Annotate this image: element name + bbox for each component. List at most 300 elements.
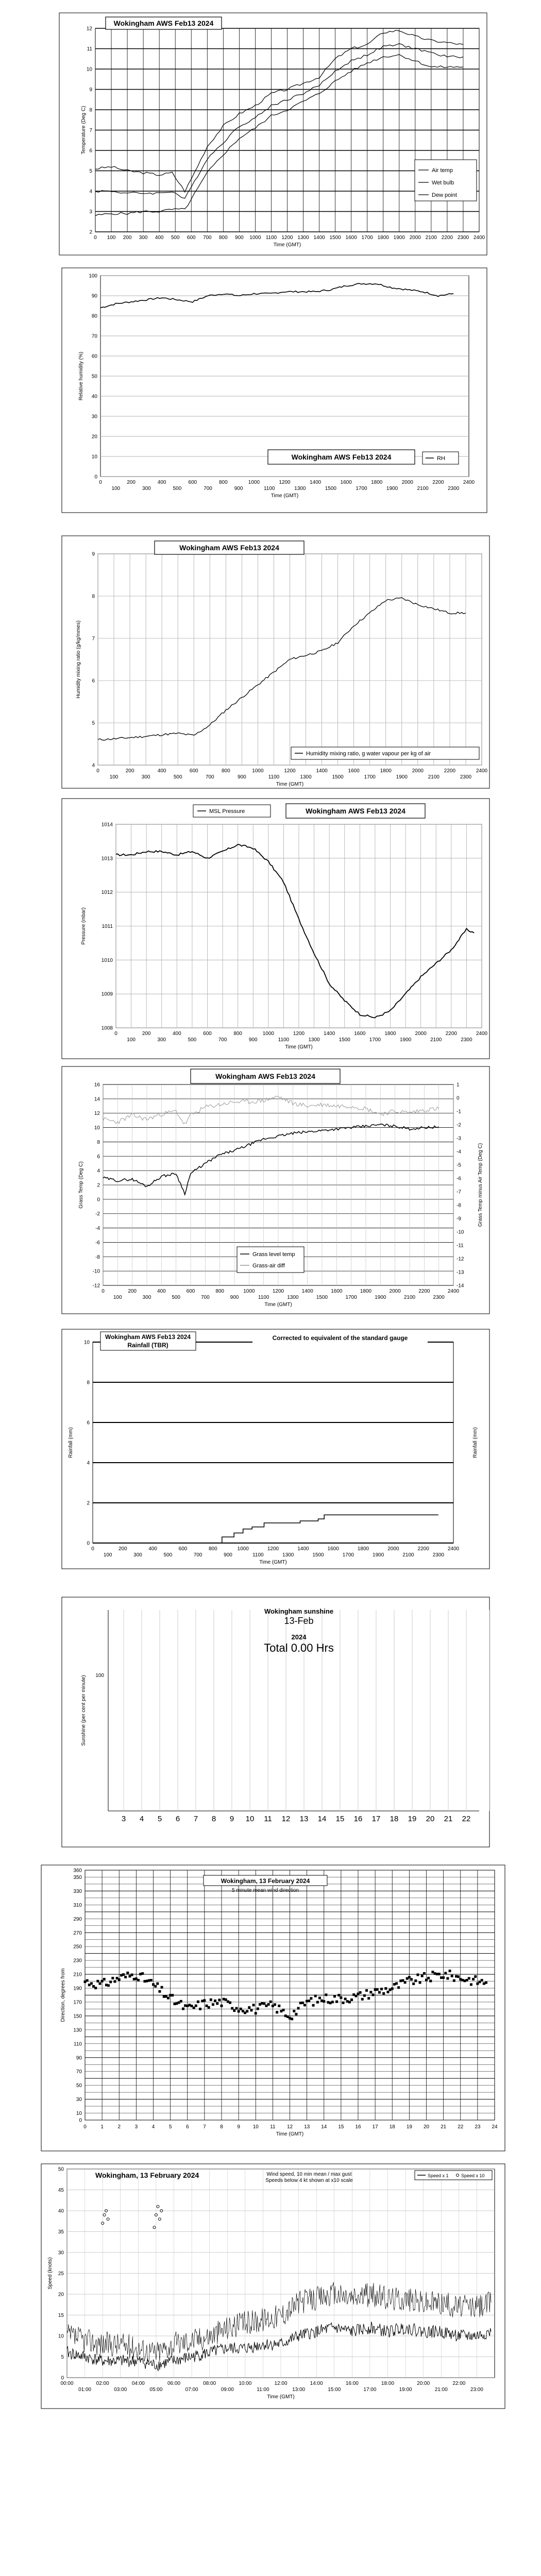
x-tick-label: 1900: [399, 1037, 412, 1043]
y-tick-label: 100: [89, 273, 97, 279]
direction-point: [158, 1990, 161, 1993]
x-tick-label: 800: [233, 1031, 243, 1037]
x-tick-label: 1800: [371, 480, 383, 485]
y-tick-label: 40: [91, 394, 97, 400]
direction-point: [395, 1982, 398, 1985]
direction-point: [363, 1994, 366, 1997]
x-tick-label: 100: [107, 235, 116, 241]
x-tick-label: 400: [157, 1289, 166, 1294]
direction-point: [203, 1999, 206, 2002]
direction-point: [156, 1982, 159, 1985]
x-tick-label: 200: [125, 768, 134, 774]
direction-point: [429, 1980, 432, 1982]
y-tick-label: 150: [73, 2013, 82, 2020]
direction-point: [118, 1978, 121, 1981]
x-tick-label: 9: [229, 1815, 234, 1823]
mixing-ratio-chart-svg: [0, 531, 541, 791]
y-axis-label: Speed (knots): [47, 2257, 53, 2290]
direction-point: [252, 2004, 255, 2006]
y-tick-label: 14: [94, 1096, 100, 1103]
x-tick-label: 13: [304, 2124, 310, 2130]
x-tick-label: 16: [353, 1815, 363, 1823]
x-tick-label: 1400: [313, 235, 325, 241]
direction-point: [248, 2006, 250, 2009]
x-tick-label: 1800: [357, 1546, 369, 1552]
chart-date: 13-Feb: [284, 1616, 314, 1626]
x-tick-label: 1400: [309, 480, 322, 485]
y-tick-label: 16: [94, 1082, 100, 1088]
x-tick-label: 2300: [433, 1295, 445, 1300]
direction-point: [308, 1999, 310, 2002]
direction-point: [210, 1998, 212, 2001]
direction-point: [350, 1998, 353, 2001]
y-axis-label: Relative humidity (%): [78, 351, 84, 401]
direction-point: [90, 1982, 93, 1985]
y-tick-label: 8: [89, 107, 92, 113]
x-tick-label: 1300: [294, 486, 306, 492]
x-tick-label: 1100: [263, 486, 275, 492]
x-tick-label: 0: [99, 480, 102, 485]
direction-point: [314, 1995, 317, 1997]
direction-point: [154, 1985, 157, 1988]
x-tick-label: 1300: [282, 1552, 294, 1558]
y-right-tick-label: -1: [457, 1109, 461, 1115]
x-tick-label: 2200: [432, 480, 444, 485]
x-tick-label: 1000: [243, 1289, 255, 1294]
direction-point: [397, 1986, 400, 1989]
direction-point: [238, 2010, 240, 2012]
x-tick-label: 1800: [380, 768, 392, 774]
y-tick-label: 310: [73, 1902, 82, 1908]
x-tick-label: 12: [286, 2124, 293, 2130]
x-tick-label: 600: [186, 1289, 195, 1294]
x-tick-label: 19: [408, 1815, 417, 1823]
x-tick-label: 200: [142, 1031, 151, 1037]
x-tick-label: 2000: [415, 1031, 427, 1037]
x-tick-label: 200: [128, 1289, 137, 1294]
x-tick-label: 9: [237, 2124, 240, 2130]
direction-point: [109, 1980, 112, 1983]
direction-point: [470, 1983, 472, 1986]
direction-point: [111, 1977, 114, 1979]
legend-label: Speed x 1: [428, 2173, 449, 2178]
direction-point: [337, 1994, 340, 1996]
y-tick-label: 350: [73, 1874, 82, 1880]
x-tick-label: 2100: [417, 486, 429, 492]
x-tick-label: 1700: [356, 486, 367, 492]
legend-label: Grass level temp: [252, 1251, 295, 1258]
direction-point: [404, 1981, 407, 1984]
y-tick-label: 70: [91, 333, 97, 340]
direction-point: [182, 2008, 184, 2010]
x-tick-label: 1300: [297, 235, 309, 241]
direction-point: [257, 2007, 259, 2010]
x-tick-label: 03:00: [114, 2387, 127, 2393]
x-tick-label: 1600: [331, 1289, 343, 1294]
x-tick-label: 6: [185, 2124, 189, 2130]
x-tick-label: 2200: [417, 1546, 429, 1552]
x-tick-label: 600: [188, 480, 197, 485]
direction-point: [369, 1991, 372, 1993]
x-tick-label: 4: [151, 2124, 155, 2130]
x-tick-label: 2100: [403, 1295, 416, 1300]
x-tick-label: 2300: [461, 1037, 472, 1043]
wind-direction-chart-svg: [0, 1862, 541, 2156]
x-tick-label: 11:00: [257, 2387, 269, 2393]
x-tick-label: 14: [317, 1815, 327, 1823]
x-tick-label: 10: [245, 1815, 255, 1823]
x-tick-label: 22:00: [452, 2381, 466, 2386]
y-tick-label: 10: [94, 1125, 100, 1131]
x-tick-label: 8: [211, 1815, 216, 1823]
chart-title: Wokingham AWS Feb13 2024: [113, 19, 214, 28]
direction-point: [94, 1987, 97, 1989]
x-tick-label: 100: [111, 486, 121, 492]
chart-subtitle: Wind speed, 10 min mean / max gust: [266, 2172, 352, 2177]
y-tick-label: 2: [87, 1500, 90, 1506]
y-tick-label: 15: [58, 2313, 64, 2318]
x-tick-label: 1000: [262, 1031, 274, 1037]
x-tick-label: 600: [203, 1031, 212, 1037]
humidity-chart: [0, 260, 541, 518]
x-tick-label: 7: [193, 1815, 198, 1823]
direction-point: [167, 1997, 170, 1999]
legend-label: Humidity mixing ratio, g water vapour per kg of air: [306, 751, 431, 757]
x-tick-label: 400: [157, 480, 166, 485]
y-right-tick-label: -7: [457, 1189, 461, 1195]
y-tick-label: 110: [74, 2041, 82, 2047]
x-tick-label: 500: [172, 1295, 181, 1300]
y-tick-label: 7: [92, 636, 95, 642]
direction-point: [197, 2001, 199, 2003]
y-tick-label: -4: [95, 1226, 100, 1232]
direction-point: [282, 2009, 285, 2011]
direction-point: [98, 1982, 101, 1985]
x-tick-label: 1500: [329, 235, 341, 241]
direction-point: [323, 2000, 325, 2003]
legend-label: MSL Pressure: [209, 808, 245, 815]
y-tick-label: 270: [73, 1930, 82, 1936]
chart-subtitle: Rainfall (TBR): [127, 1342, 168, 1349]
direction-point: [141, 1972, 144, 1975]
direction-point: [126, 1972, 129, 1974]
direction-point: [235, 2007, 238, 2010]
x-tick-label: 2200: [444, 768, 456, 774]
x-tick-label: 10: [252, 2124, 259, 2130]
x-tick-label: 2100: [425, 235, 437, 241]
wind-speed-chart: [0, 2161, 541, 2414]
y-right-tick-label: -8: [457, 1202, 461, 1209]
chart-title: Wokingham AWS Feb13 2024: [291, 453, 392, 462]
y-right-tick-label: -13: [457, 1269, 464, 1276]
y-tick-label: 1011: [102, 924, 113, 929]
x-axis-label: Time (GMT): [264, 1302, 292, 1308]
x-tick-label: 08:00: [203, 2381, 216, 2386]
y-tick-label: 30: [91, 414, 97, 420]
x-tick-label: 200: [123, 235, 132, 241]
y-right-axis-label: Grass Temp minus Air Temp (Deg C): [478, 1143, 483, 1227]
y-tick-label: 170: [73, 1999, 82, 2006]
y-right-tick-label: -2: [457, 1122, 461, 1128]
direction-point: [96, 1980, 99, 1982]
y-tick-label: 1014: [101, 822, 113, 828]
direction-point: [348, 2001, 351, 2004]
sunshine-chart-svg: [0, 1592, 541, 1850]
chart-annotation: Corrected to equivalent of the standard gauge: [272, 1334, 408, 1342]
direction-point: [340, 1996, 342, 1999]
legend-label: Wet bulb: [432, 180, 454, 186]
y-tick-label: 4: [97, 1168, 100, 1174]
x-tick-label: 2000: [387, 1546, 399, 1552]
x-tick-label: 700: [218, 1037, 227, 1043]
x-tick-label: 1600: [327, 1546, 339, 1552]
direction-point: [278, 2005, 280, 2007]
direction-point: [303, 2004, 306, 2006]
x-tick-label: 2300: [457, 235, 469, 241]
direction-point: [274, 2003, 276, 2006]
direction-point: [376, 1988, 379, 1991]
chart-total: Total 0.00 Hrs: [264, 1641, 334, 1654]
y-tick-label: 290: [73, 1916, 82, 1922]
x-tick-label: 1600: [345, 235, 357, 241]
x-tick-label: 18: [389, 2124, 395, 2130]
x-tick-label: 700: [204, 486, 212, 492]
y-tick-label: 4: [92, 762, 95, 769]
x-tick-label: 5: [157, 1815, 162, 1823]
y-tick-label: 330: [73, 1888, 82, 1894]
chart-title: Wokingham AWS Feb13 2024: [306, 807, 405, 816]
x-axis-label: Time (GMT): [267, 2394, 295, 2400]
direction-point: [472, 1978, 475, 1980]
x-tick-label: 17:00: [363, 2387, 377, 2393]
y-tick-label: -6: [95, 1240, 100, 1246]
x-tick-label: 1100: [252, 1552, 264, 1558]
y-tick-label: 8: [92, 594, 95, 600]
y-tick-label: 6: [87, 1420, 90, 1426]
x-tick-label: 1900: [393, 235, 405, 241]
x-tick-label: 900: [238, 774, 246, 780]
x-tick-label: 5: [168, 2124, 172, 2130]
x-tick-label: 2400: [476, 1031, 488, 1037]
chart-title: Wokingham, 13 February 2024: [95, 2171, 199, 2179]
direction-point: [269, 2001, 272, 2003]
y-tick-label: 0: [97, 1197, 100, 1203]
y-tick-label: 0: [79, 2117, 82, 2124]
y-axis-label: Sunshine (per cent per minute): [81, 1675, 87, 1746]
chart-title: Wokingham AWS Feb13 2024: [215, 1072, 315, 1081]
x-tick-label: 1600: [348, 768, 360, 774]
y-right-tick-label: -6: [457, 1176, 461, 1182]
x-tick-label: 1200: [279, 480, 291, 485]
pressure-chart-svg: [0, 793, 541, 1061]
direction-point: [423, 1972, 426, 1975]
x-tick-label: 900: [235, 235, 244, 241]
direction-point: [365, 1989, 368, 1992]
y-right-tick-label: 1: [457, 1082, 460, 1088]
x-tick-label: 1400: [324, 1031, 335, 1037]
x-tick-label: 200: [118, 1546, 127, 1552]
y-right-tick-label: -4: [457, 1149, 461, 1155]
y-axis-label: Direction, degrees from: [60, 1968, 66, 2022]
direction-point: [218, 1998, 221, 2001]
x-tick-label: 04:00: [131, 2381, 145, 2386]
x-tick-label: 2000: [401, 480, 413, 485]
y-tick-label: 70: [76, 2069, 82, 2075]
x-tick-label: 13:00: [292, 2387, 306, 2393]
x-axis-label: Time (GMT): [276, 2131, 304, 2137]
direction-point: [312, 2004, 315, 2007]
y-tick-label: 4: [87, 1460, 90, 1466]
y-tick-label: 8: [87, 1380, 90, 1386]
direction-point: [416, 1973, 419, 1976]
x-tick-label: 11: [264, 1815, 272, 1823]
x-tick-label: 2000: [409, 235, 421, 241]
x-tick-label: 500: [163, 1552, 173, 1558]
y-right-axis-label: Rainfall (mm): [472, 1427, 478, 1458]
y-right-tick-label: -3: [457, 1136, 461, 1142]
direction-point: [333, 1995, 336, 1997]
x-tick-label: 0: [114, 1031, 117, 1037]
y-tick-label: 6: [89, 148, 92, 154]
direction-point: [410, 1978, 413, 1980]
x-tick-label: 18: [390, 1815, 399, 1823]
x-tick-label: 2000: [412, 768, 424, 774]
y-tick-label: 7: [89, 128, 92, 133]
legend-label: Speed x 10: [461, 2173, 485, 2178]
x-tick-label: 7: [203, 2124, 206, 2130]
x-tick-label: 300: [141, 774, 150, 780]
chart-year: 2024: [291, 1633, 307, 1641]
plot-area: [93, 1342, 453, 1543]
direction-point: [246, 2010, 248, 2012]
x-tick-label: 500: [173, 486, 182, 492]
direction-point: [481, 1979, 483, 1981]
legend-label: Air temp: [432, 167, 453, 174]
x-tick-label: 1800: [384, 1031, 396, 1037]
direction-point: [301, 2002, 304, 2004]
y-tick-label: 1012: [101, 890, 113, 896]
rainfall-chart: [0, 1327, 541, 1574]
x-tick-label: 600: [178, 1546, 188, 1552]
x-tick-label: 14:00: [310, 2381, 323, 2386]
direction-point: [412, 1982, 415, 1985]
y-tick-label: 130: [73, 2027, 82, 2033]
x-tick-label: 100: [109, 774, 119, 780]
direction-point: [378, 1991, 381, 1994]
x-tick-label: 11: [270, 2124, 276, 2130]
direction-point: [384, 1987, 387, 1990]
x-tick-label: 01:00: [78, 2387, 92, 2393]
y-tick-label: 10: [58, 2333, 64, 2340]
x-tick-label: 1800: [377, 235, 389, 241]
y-axis-label: Humidity mixing ratio (g/kg/mmes): [76, 620, 81, 699]
direction-point: [291, 2018, 293, 2020]
direction-point: [113, 1980, 116, 1983]
y-tick-label: 11: [87, 46, 92, 52]
y-tick-label: 3: [89, 209, 92, 215]
x-tick-label: 700: [200, 1295, 210, 1300]
x-tick-label: 1200: [281, 235, 293, 241]
y-axis-label: Grass Temp (Deg C): [78, 1161, 84, 1209]
direction-point: [335, 2001, 338, 2003]
x-tick-label: 1000: [248, 480, 260, 485]
x-tick-label: 21:00: [434, 2387, 448, 2393]
direction-point: [208, 2006, 210, 2009]
x-tick-label: 600: [189, 768, 198, 774]
x-tick-label: 1: [100, 2124, 104, 2130]
x-tick-label: 2: [117, 2124, 121, 2130]
x-tick-label: 2400: [473, 235, 485, 241]
direction-point: [107, 1984, 110, 1987]
x-tick-label: 1800: [360, 1289, 372, 1294]
y-tick-label: 10: [91, 454, 97, 460]
x-tick-label: 02:00: [96, 2381, 109, 2386]
x-tick-label: 2300: [432, 1552, 444, 1558]
x-tick-label: 0: [91, 1546, 94, 1552]
x-tick-label: 400: [172, 1031, 181, 1037]
direction-point: [419, 1981, 421, 1984]
direction-point: [86, 1979, 89, 1982]
y-right-tick-label: -12: [457, 1256, 464, 1262]
y-right-tick-label: -10: [457, 1229, 464, 1235]
direction-point: [342, 2002, 345, 2004]
y-tick-label: 1009: [101, 991, 113, 997]
direction-point: [195, 2005, 197, 2007]
x-tick-label: 23: [475, 2124, 481, 2130]
x-tick-label: 2100: [428, 774, 439, 780]
x-tick-label: 900: [224, 1552, 232, 1558]
x-tick-label: 23:00: [470, 2387, 483, 2393]
direction-point: [199, 2008, 201, 2010]
y-tick-label: 10: [86, 66, 92, 73]
x-tick-label: 1000: [252, 768, 264, 774]
y-tick-label: 35: [58, 2229, 64, 2235]
direction-point: [444, 1972, 447, 1974]
direction-point: [131, 1974, 133, 1976]
chart-subtitle-2: Speeds below 4 kt shown at x10 scale: [265, 2178, 353, 2183]
direction-point: [325, 1993, 327, 1996]
y-tick-label: 10: [83, 1340, 90, 1346]
wind-direction-chart: [0, 1862, 541, 2156]
chart-subtitle: 5 minute mean wind direction: [231, 1888, 299, 1893]
y-tick-label: 30: [58, 2250, 64, 2256]
direction-point: [310, 1997, 312, 1999]
direction-point: [297, 2007, 300, 2010]
y-right-tick-label: -14: [457, 1283, 464, 1289]
x-tick-label: 2300: [460, 774, 472, 780]
direction-point: [359, 1991, 362, 1994]
x-tick-label: 1300: [308, 1037, 320, 1043]
x-tick-label: 07:00: [185, 2387, 198, 2393]
x-tick-label: 6: [175, 1815, 180, 1823]
x-tick-label: 500: [188, 1037, 197, 1043]
x-tick-label: 15:00: [328, 2387, 341, 2393]
direction-point: [451, 1975, 453, 1977]
x-tick-label: 1900: [375, 1295, 386, 1300]
x-tick-label: 1400: [297, 1546, 309, 1552]
x-tick-label: 8: [220, 2124, 223, 2130]
direction-point: [380, 1988, 383, 1990]
direction-point: [457, 1975, 460, 1978]
x-tick-label: 700: [193, 1552, 202, 1558]
direction-point: [361, 1998, 364, 2001]
x-tick-label: 0: [96, 768, 99, 774]
y-tick-label: 60: [91, 353, 97, 360]
x-tick-label: 1900: [373, 1552, 384, 1558]
x-tick-label: 900: [248, 1037, 258, 1043]
direction-point: [233, 2009, 235, 2012]
x-tick-label: 17: [371, 1815, 381, 1823]
